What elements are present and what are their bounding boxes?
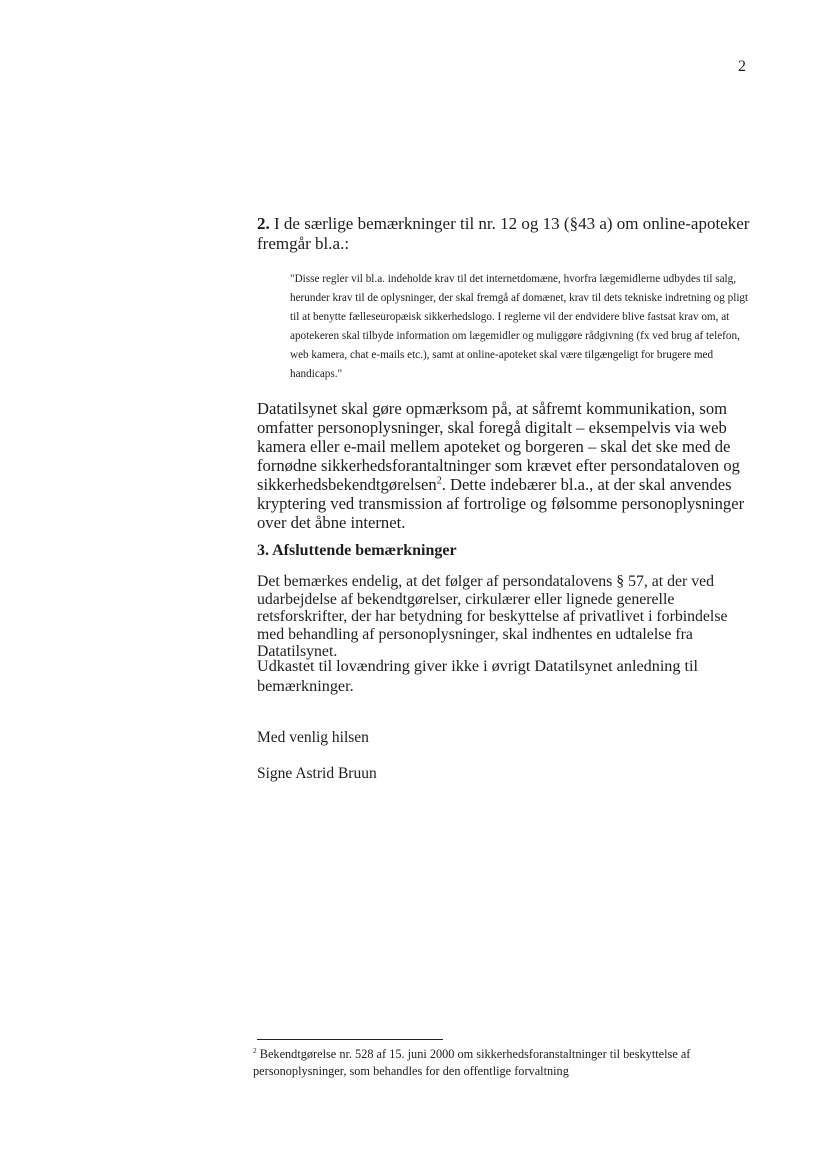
signature-name: Signe Astrid Bruun [257,765,377,782]
footnote-text: Bekendtgørelse nr. 528 af 15. juni 2000 om sikkerhedsforanstaltninger til beskyttelse af personoplysninger, som behandles for den offentlige forvaltning [253,1047,691,1078]
section-2-number: 2. [257,214,270,233]
section-3-heading: 3. Afsluttende bemærkninger [257,542,457,559]
footnote-divider [257,1039,443,1040]
page-number: 2 [738,58,746,75]
paragraph-security-measures [257,399,753,532]
section-2-heading [257,214,753,254]
closing-greeting: Med venlig hilsen [257,729,369,746]
section-2-heading-text: I de særlige bemærkninger til nr. 12 og 13 (§43 a) om online-apoteker fremgår bl.a.: [257,214,750,253]
footnote [253,1046,753,1080]
footnote-marker: 2 [253,1045,257,1055]
paragraph-no-further-remarks: Udkastet til lovændring giver ikke i øvrigt Datatilsynet anledning til bemærkninger. [257,657,699,695]
quoted-remarks: "Disse regler vil bl.a. indeholde krav til det internetdomæne, hvorfra lægemidlerne udbydes til salg, herunder krav til de oplysninger, der skal fremgå af domænet, krav til dets tekniske indretning og pligt til at benytte fælleseuropæisk sikkerhedslogo. I reglerne vil der endvidere blive fastsat krav om, at apotekeren skal tilbyde information om lægemidler og muliggøre rådgivning (fx ved brug af telefon, web kamera, chat e-mails etc.), samt at online-apoteket skal være tilgængeligt for brugere med handicaps." [290,273,749,380]
footnote-reference: 2 [436,475,442,487]
paragraph-1-text-end: . Dette indebærer bl.a., at der skal anvendes kryptering ved transmission af fortrolige og følsomme personoplysninger over det åbne internet. [257,475,745,532]
paragraph-1-text: Datatilsynet skal gøre opmærksom på, at såfremt kommunikation, som omfatter personoplysninger, skal foregå digitalt – eksempelvis via web kamera eller e-mail mellem apoteket og borgeren – skal det ske med de fornødne sikkerhedsforantaltninger som krævet efter persondataloven og sikkerhedsbekendtgørelsen [257,399,740,494]
paragraph-final-remarks: Det bemærkes endelig, at det følger af persondatalovens § 57, at der ved udarbejdelse af bekendtgørelser, cirkulærer eller lignede generelle retsforskrifter, der har betydning for beskyttelse af privatlivet i forbindelse med behandling af personoplysninger, skal indhentes en udtalelse fra Datatilsynet. [257,573,728,660]
